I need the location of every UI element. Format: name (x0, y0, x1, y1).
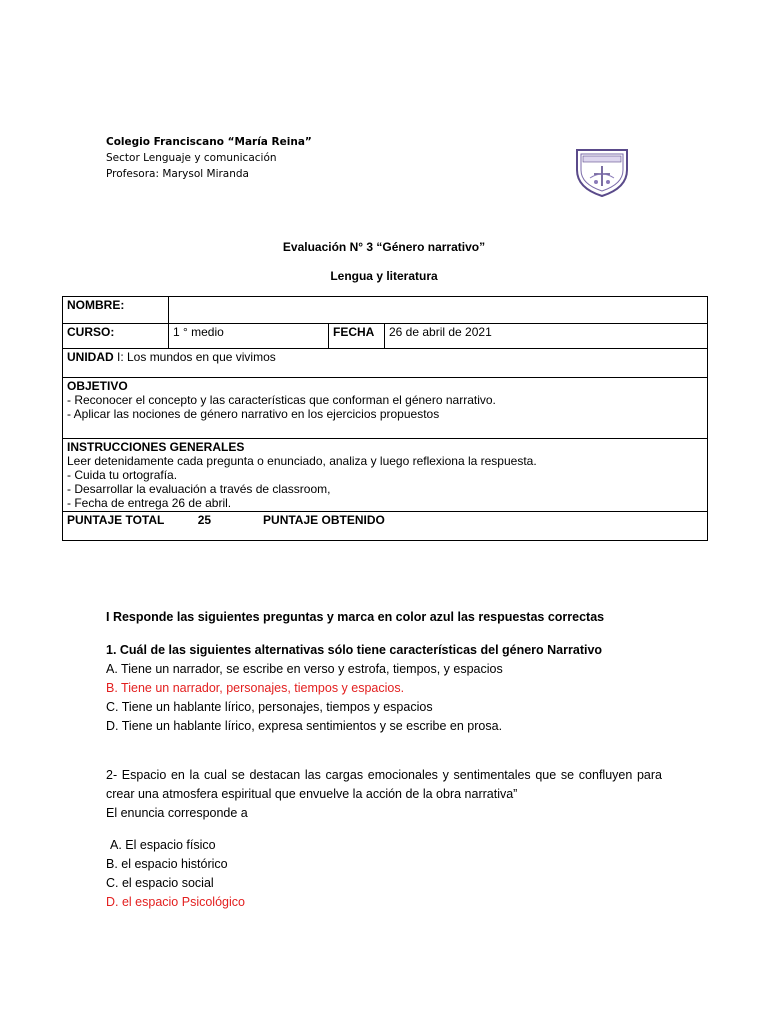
course-value: 1 ° medio (169, 324, 329, 349)
objective-row (63, 378, 708, 439)
section-instructions: I Responde las siguientes preguntas y marca en color azul las respuestas correctas (106, 610, 605, 624)
question-2-options (106, 836, 662, 912)
instruction-line: - Fecha de entrega 26 de abril. (67, 496, 232, 510)
obtained-score-label: PUNTAJE OBTENIDO (263, 513, 385, 527)
unit-cell (63, 349, 708, 378)
objective-cell (63, 378, 708, 439)
teacher-name: Profesora: Marysol Miranda (106, 168, 249, 180)
score-row (63, 512, 708, 541)
question-1-option-c[interactable]: C. Tiene un hablante lírico, personajes, tiempos y espacios (106, 700, 433, 714)
question-1-option-d[interactable]: D. Tiene un hablante lírico, expresa sentimientos y se escribe en prosa. (106, 719, 503, 733)
question-1-option-b[interactable]: B. Tiene un narrador, personajes, tiempos y espacios. (106, 681, 405, 695)
instructions-label: INSTRUCCIONES GENERALES (67, 440, 245, 454)
school-sector: Sector Lenguaje y comunicación (106, 152, 277, 164)
student-info-table (62, 296, 708, 541)
objective-label: OBJETIVO (67, 379, 128, 393)
question-2 (106, 766, 662, 823)
total-score-value: 25 (197, 513, 212, 527)
unit-value: I: Los mundos en que vivimos (113, 350, 276, 364)
instruction-line: Leer detenidamente cada pregunta o enunciado, analiza y luego reflexiona la respuesta. (67, 454, 537, 468)
evaluation-title: Evaluación N° 3 “Género narrativo” (282, 240, 486, 254)
name-field[interactable] (169, 297, 708, 324)
subject-title: Lengua y literatura (330, 269, 438, 283)
instructions-cell (63, 439, 708, 512)
objective-line: - Aplicar las nociones de género narrativo en los ejercicios propuestos (67, 407, 440, 421)
question-2-option-b[interactable]: B. el espacio histórico (106, 857, 228, 871)
school-name: Colegio Franciscano “María Reina” (106, 136, 312, 148)
score-cell (63, 512, 708, 541)
question-2-text: 2- Espacio en la cual se destacan las cargas emocionales y sentimentales que se confluyen para crear una atmosfera espiritual que envuelve la acción de la obra narrativa” (106, 768, 662, 801)
question-2-option-d[interactable]: D. el espacio Psicológico (106, 895, 245, 909)
instruction-line: - Cuida tu ortografía. (67, 468, 178, 482)
course-row (63, 324, 708, 349)
unit-row (63, 349, 708, 378)
unit-label: UNIDAD (67, 350, 114, 364)
question-2-option-a[interactable]: A. El espacio físico (110, 838, 216, 852)
question-1-option-a[interactable]: A. Tiene un narrador, se escribe en verso y estrofa, tiempos, y espacios (106, 662, 503, 676)
school-header (106, 134, 312, 182)
instruction-line: - Desarrollar la evaluación a través de classroom, (67, 482, 331, 496)
question-1 (106, 641, 662, 736)
question-2-option-c[interactable]: C. el espacio social (106, 876, 214, 890)
course-label: CURSO: (63, 324, 169, 349)
instructions-row (63, 439, 708, 512)
date-label: FECHA (329, 324, 385, 349)
objective-line: - Reconocer el concepto y las características que conforman el género narrativo. (67, 393, 496, 407)
name-row (63, 297, 708, 324)
name-label: NOMBRE: (63, 297, 169, 324)
total-score-label: PUNTAJE TOTAL (67, 513, 165, 527)
school-seal-logo (574, 144, 630, 198)
date-value: 26 de abril de 2021 (385, 324, 708, 349)
question-2-prompt: El enuncia corresponde a (106, 806, 248, 820)
question-1-title: 1. Cuál de las siguientes alternativas sólo tiene características del género Narrativo (106, 643, 603, 657)
